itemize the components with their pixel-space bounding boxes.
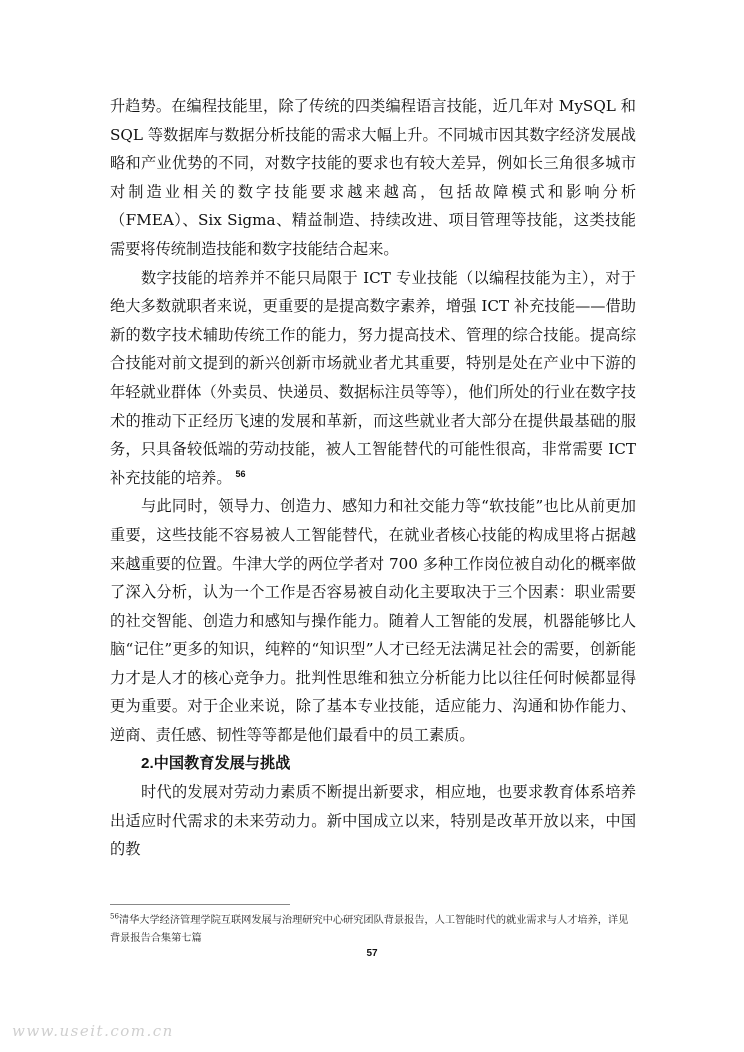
footnote-number: 56 xyxy=(110,912,119,921)
footnote xyxy=(110,912,636,948)
watermark: www.useit.com.cn xyxy=(12,1022,174,1040)
section-heading: 2.中国教育发展与挑战 xyxy=(141,754,291,772)
footnote-reference[interactable]: 56 xyxy=(235,468,246,479)
paragraph-2-text: 数字技能的培养并不能只局限于 ICT 专业技能（以编程技能为主），对于绝大多数就职者来说，更重要的是提高数字素养，增强 ICT 补充技能——借助新的数字技术辅助传统工作的能力，努力提高技术、管理的综合技能。提高综合技能对前文提到的新兴创新市场就业者尤其重要，特别是处在产业中下游的年轻就业群体（外卖员、快递员、数据标注员等等），他们所处的行业在数字技术的推动下正经历飞速的发展和革新，而这些就业者大部分在提供最基础的服务，只具备较低端的劳动技能，被人工智能替代的可能性很高，非常需要 ICT 补充技能的培养。 xyxy=(110,268,636,487)
page-number: 57 xyxy=(366,948,378,959)
footnote-text: 清华大学经济管理学院互联网发展与治理研究中心研究团队背景报告，人工智能时代的就业需求与人才培养，详见背景报告合集第七篇 xyxy=(110,915,629,944)
paragraph-4: 时代的发展对劳动力素质不断提出新要求，相应地，也要求教育体系培养出适应时代需求的未来劳动力。新中国成立以来，特别是改革开放以来，中国的教 xyxy=(110,783,636,859)
footnote-divider xyxy=(110,904,290,905)
paragraph-3: 与此同时，领导力、创造力、感知力和社交能力等“软技能”也比从前更加重要，这些技能不容易被人工智能替代，在就业者核心技能的构成里将占据越来越重要的位置。牛津大学的两位学者对 700 多种工作岗位被自动化的概率做了深入分析，认为一个工作是否容易被自动化主要取决于三个因素：职业需要的社交智能、创造力和感知与操作能力。随着人工智能的发展，机器能够比人脑“记住”更多的知识，纯粹的“知识型”人才已经无法满足社会的需要，创新能力才是人才的核心竞争力。批判性思维和独立分析能力比以往任何时候都显得更为重要。对于企业来说，除了基本专业技能，适应能力、沟通和协作能力、逆商、责任感、韧性等等都是他们最看中的员工素质。 xyxy=(110,497,636,745)
body-text xyxy=(110,92,636,864)
paragraph-2 xyxy=(110,264,636,493)
paragraph-1: 升趋势。在编程技能里，除了传统的四类编程语言技能，近几年对 MySQL 和 SQL 等数据库与数据分析技能的需求大幅上升。不同城市因其数字经济发展战略和产业优势的不同，对数字技能的要求也有较大差异，例如长三角很多城市对制造业相关的数字技能要求越来越高，包括故障模式和影响分析（FMEA）、Six Sigma、精益制造、持续改进、项目管理等技能，这类技能需要将传统制造技能和数字技能结合起来。 xyxy=(110,97,636,258)
